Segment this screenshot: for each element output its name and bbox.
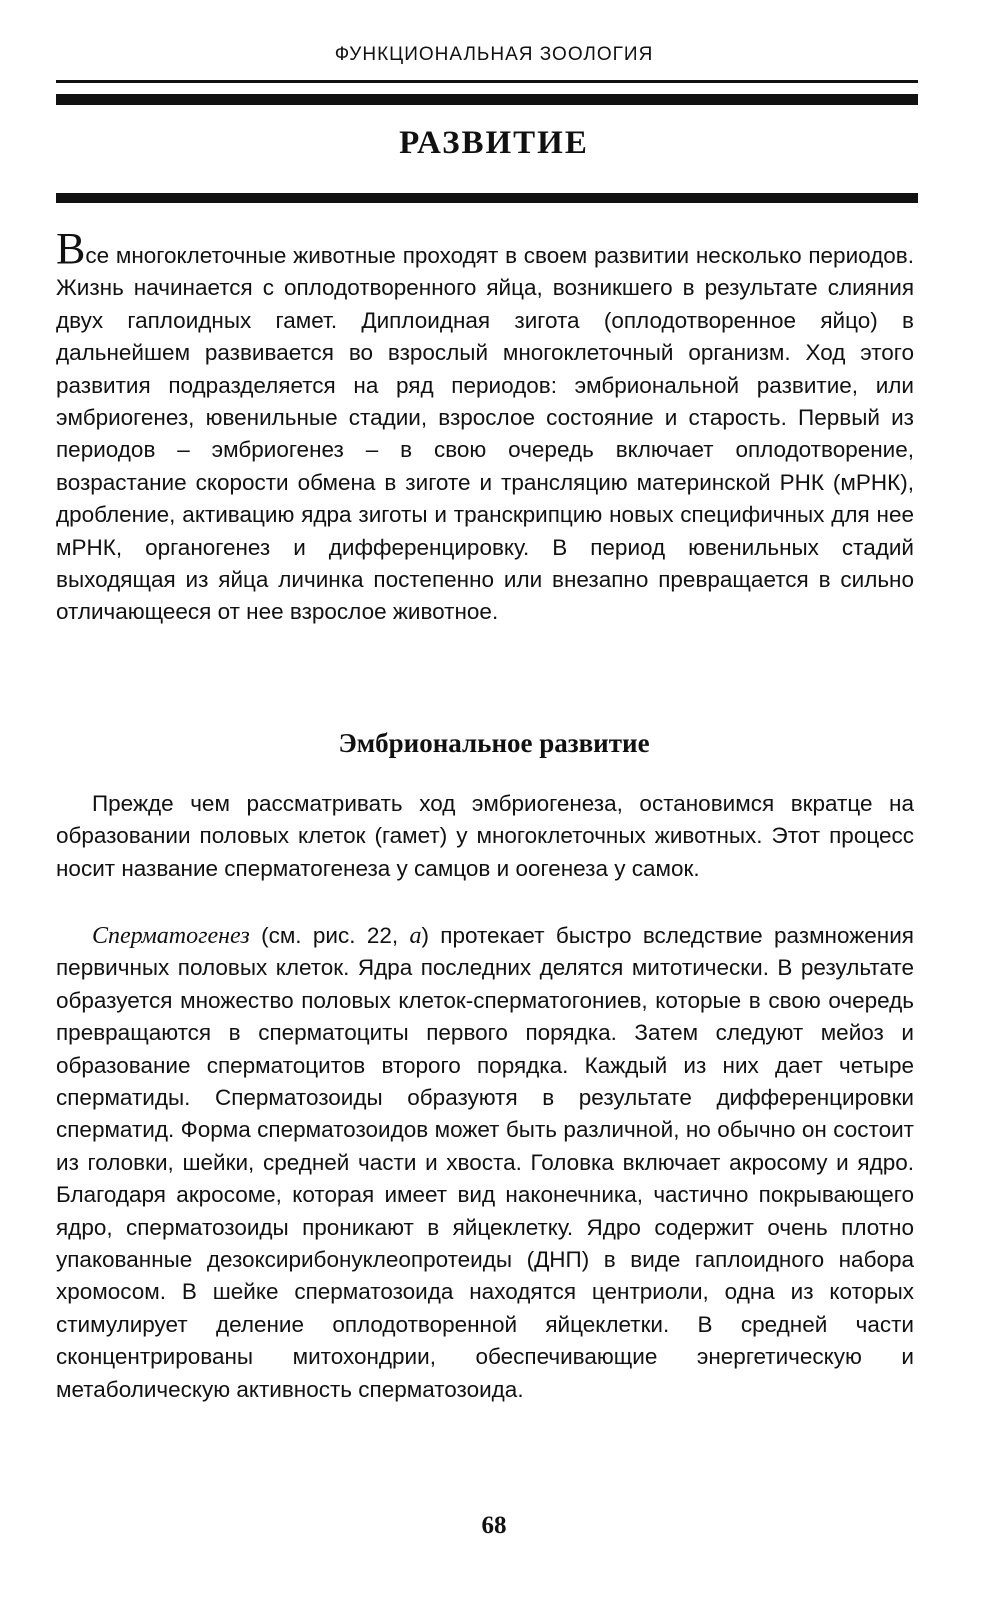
- chapter-title: РАЗВИТИЕ: [399, 125, 589, 161]
- spermatogenesis-text: ) протекает быстро вследствие размножения первичных половых клеток. Ядра последних делятся митотически. В результате образуется множество половых клеток-сперматогониев, которые в свою очередь превращаются в сперматоциты первого порядка. Затем следуют мейоз и образование сперматоцитов второго порядка. Каждый из них дает четыре сперматиды. Сперматозоиды образуютя в результате дифференцировки сперматид. Форма сперматозоидов может быть различной, но обычно он состоит из головки, шейки, средней части и хвоста. Головка включает акросому и ядро. Благодаря акросоме, которая имеет вид наконечника, частично покрывающего ядро, сперматозоиды проникают в яйцеклетку. Ядро содержит очень плотно упакованные дезоксирибонуклеопротеиды (ДНП) в виде гаплоидного набора хромосом. В шейке сперматозоида находятся центриоли, одна из которых стимулирует деление оплодотворенной яйцеклетки. В средней части сконцентрированы митохондрии, обеспечивающие энергетическую и метаболическую активность сперматозоида.: [56, 923, 914, 1402]
- intro-paragraph: [56, 224, 914, 629]
- body-paragraph-spermatogenesis: [56, 920, 914, 1406]
- figure-reference-letter: а: [409, 923, 422, 949]
- figure-reference: (см. рис. 22,: [249, 923, 410, 948]
- term-spermatogenesis: Сперматогенез: [92, 923, 250, 949]
- body-paragraph-gametes: Прежде чем рассматривать ход эмбриогенеза, остановимся вкратце на образовании половых клеток (гамет) у многоклеточных животных. Этот процесс носит название сперматогенеза у самцов и оогенеза у самок.: [56, 791, 914, 881]
- section-heading: Эмбриональное развитие: [338, 728, 650, 758]
- running-head: ФУНКЦИОНАЛЬНАЯ ЗООЛОГИЯ: [334, 44, 654, 65]
- header-rule-thick: [56, 94, 918, 105]
- intro-text: се многоклеточные животные проходят в своем развитии несколько периодов. Жизнь начинается с оплодотворенного яйца, возникшего в результате слияния двух гаплоидных гамет. Диплоидная зигота (оплодотворенное яйцо) в дальнейшем развивается во взрослый многоклеточный организм. Ход этого развития подразделяется на ряд периодов: эмбриональной развитие, или эмбриогенез, ювенильные стадии, взрослое состояние и старость. Первый из периодов – эмбриогенез – в свою очередь включает оплодотворение, возрастание скорости обмена в зиготе и трансляцию материнской РНК (мРНК), дробление, активацию ядра зиготы и транскрипцию новых специфичных для нее мРНК, органогенез и дифференцировку. В период ювенильных стадий выходящая из яйца личинка постепенно или внезапно превращается в сильно отличающееся от нее взрослое животное.: [56, 243, 914, 625]
- header-rule-thin: [56, 80, 918, 83]
- drop-cap: В: [56, 224, 86, 273]
- page-number: 68: [481, 1512, 507, 1539]
- chapter-rule-bottom: [56, 193, 918, 203]
